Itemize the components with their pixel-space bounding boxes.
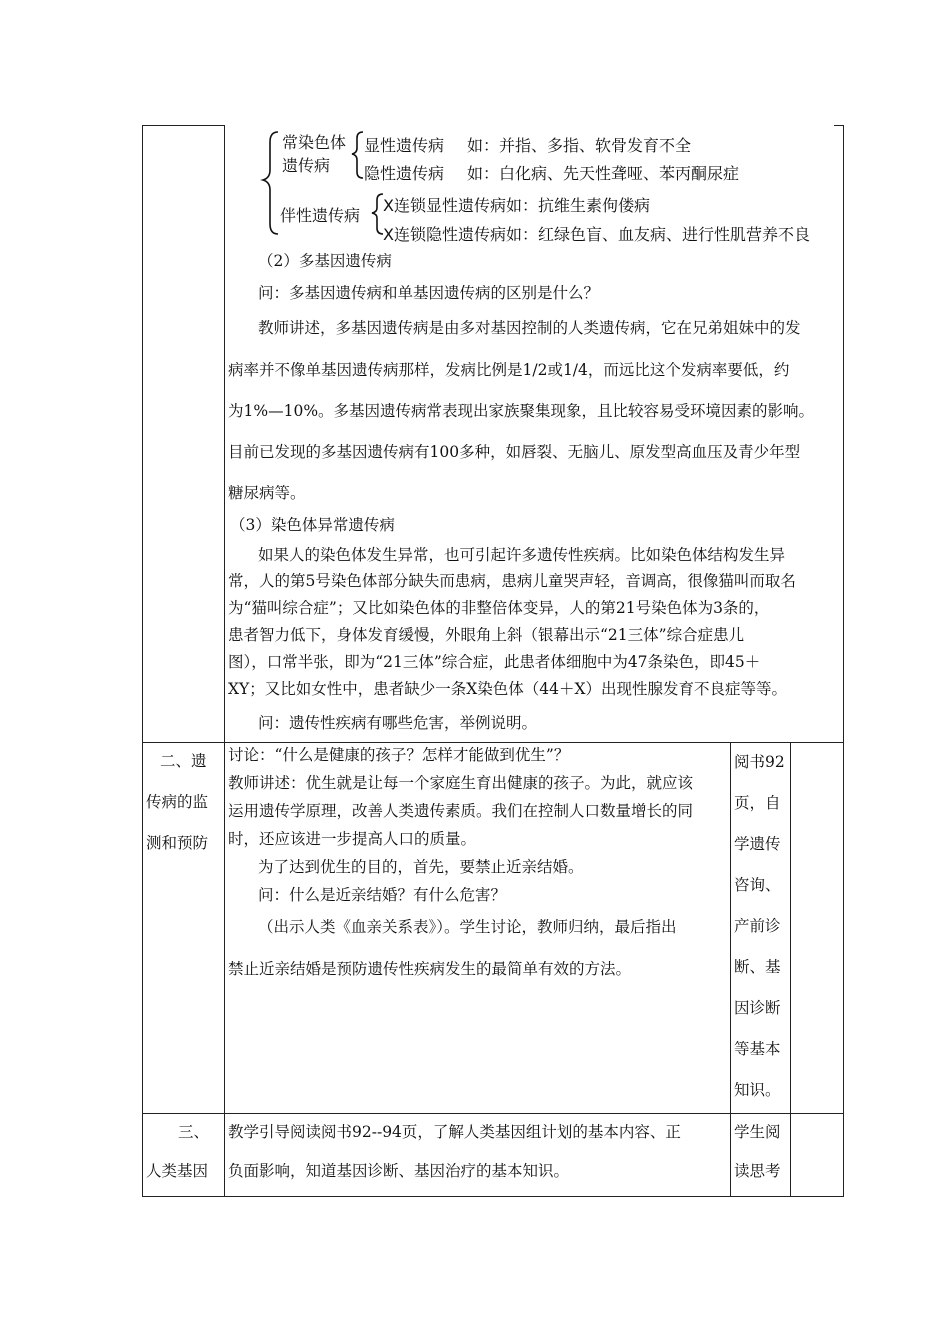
- sex-linked-brace: [372, 194, 383, 234]
- multi-gene-para-line: 糖尿病等。: [228, 484, 306, 502]
- section2-activity-line: 阅书92: [734, 753, 785, 771]
- recessive-examples: 如：白化病、先天性聋哑、苯丙酮尿症: [467, 164, 740, 183]
- column-divider-2: [730, 742, 731, 1197]
- dominant-examples: 如：并指、多指、软骨发育不全: [467, 136, 692, 155]
- table-bottom-border: [142, 1196, 844, 1197]
- harm-question: 问：遗传性疾病有哪些危害，举例说明。: [258, 714, 538, 732]
- outer-brace: [263, 132, 278, 234]
- section2-title-line: 二、遗: [160, 752, 207, 770]
- multi-gene-para-line: 目前已发现的多基因遗传病有100多种，如唇裂、无脑儿、原发型高血压及青少年型: [228, 443, 801, 461]
- section2-content-line: 运用遗传学原理，改善人类遗传素质。我们在控制人口数量增长的同: [228, 802, 694, 820]
- chromosome-para-line: 患者智力低下，身体发育缓慢，外眼角上斜（银幕出示“21三体”综合症患儿: [228, 626, 745, 644]
- multi-gene-para-line: 教师讲述，多基因遗传病是由多对基因控制的人类遗传病，它在兄弟姐妹中的发: [258, 319, 801, 337]
- section2-content-line: （出示人类《血亲关系表》）。学生讨论，教师归纳，最后指出: [258, 918, 677, 936]
- autosomal-brace: [352, 132, 363, 178]
- dominant-label: 显性遗传病: [364, 136, 445, 155]
- chromosome-para-line: XY；又比如女性中，患者缺少一条X染色体（44＋X）出现性腺发育不良症等等。: [228, 680, 788, 698]
- section3-activity-line: 读思考: [734, 1162, 781, 1180]
- section2-activity-line: 等基本: [734, 1040, 781, 1058]
- multi-gene-heading: （2）多基因遗传病: [258, 252, 392, 270]
- chromosome-heading: （3）染色体异常遗传病: [230, 516, 395, 534]
- column-divider-1: [224, 125, 225, 1197]
- section3-title-line: 三、: [178, 1123, 210, 1141]
- section2-activity-line: 学遗传: [734, 835, 781, 853]
- row-divider-1: [142, 742, 844, 743]
- chromosome-para-line: 为“猫叫综合症”；又比如染色体的非整倍体变异，人的第21号染色体为3条的，: [228, 599, 770, 617]
- section2-activity-line: 因诊断: [734, 999, 781, 1017]
- section3-content-line: 教学引导阅读阅书92--94页，了解人类基因组计划的基本内容、正: [228, 1123, 681, 1141]
- recessive-label: 隐性遗传病: [364, 164, 445, 183]
- table-top-border: [142, 125, 224, 126]
- multi-gene-question: 问：多基因遗传病和单基因遗传病的区别是什么？: [258, 284, 600, 302]
- chromosome-para-line: 常，人的第5号染色体部分缺失而患病，患病儿童哭声轻，音调高，很像猫叫而取名: [228, 572, 796, 590]
- section2-content-line: 讨论：“什么是健康的孩子？怎样才能做到优生”？: [228, 746, 570, 764]
- section2-content-line: 为了达到优生的目的，首先，要禁止近亲结婚。: [258, 858, 584, 876]
- chromosome-para-line: 如果人的染色体发生异常，也可引起许多遗传性疾病。比如染色体结构发生异: [258, 546, 786, 564]
- section2-content-line: 问：什么是近亲结婚？有什么危害？: [258, 886, 507, 904]
- autosomal-label-line1: 常染色体: [282, 133, 347, 152]
- section2-title-line: 测和预防: [146, 834, 209, 852]
- section2-activity-line: 断、基: [734, 958, 781, 976]
- section2-activity-line: 产前诊: [734, 917, 781, 935]
- column-divider-3: [790, 742, 791, 1197]
- section2-content-line: 禁止近亲结婚是预防遗传性疾病发生的最简单有效的方法。: [228, 960, 632, 978]
- multi-gene-para-line: 病率并不像单基因遗传病那样，发病比例是1/2或1/4，而远比这个发病率要低，约: [228, 361, 790, 379]
- section2-content-line: 教师讲述：优生就是让每一个家庭生育出健康的孩子。为此，就应该: [228, 774, 694, 792]
- section3-content-line: 负面影响，知道基因诊断、基因治疗的基本知识。: [228, 1162, 570, 1180]
- section2-activity-line: 知识。: [734, 1081, 781, 1099]
- section2-content-line: 时，还应该进一步提高人口的质量。: [228, 830, 477, 848]
- x-dominant-text: X连锁显性遗传病如：抗维生素佝偻病: [383, 196, 650, 215]
- table-top-border-right: [834, 125, 843, 126]
- section2-activity-line: 页，自: [734, 794, 781, 812]
- x-recessive-text: X连锁隐性遗传病如：红绿色盲、血友病、进行性肌营养不良: [383, 225, 810, 244]
- table-right-border: [843, 125, 844, 1197]
- chromosome-para-line: 图），口常半张，即为“21三体”综合症，此患者体细胞中为47条染色，即45＋: [228, 653, 761, 671]
- section2-title-line: 传病的监: [146, 793, 209, 811]
- sex-linked-label: 伴性遗传病: [280, 206, 361, 225]
- section2-activity-line: 咨询、: [734, 876, 781, 894]
- section3-activity-line: 学生阅: [734, 1123, 781, 1141]
- multi-gene-para-line: 为1%—10%。多基因遗传病常表现出家族聚集现象，且比较容易受环境因素的影响。: [228, 402, 815, 420]
- section3-title-line: 人类基因: [146, 1162, 209, 1180]
- table-left-border: [142, 125, 143, 1197]
- row-divider-2: [142, 1113, 844, 1114]
- autosomal-label-line2: 遗传病: [282, 156, 331, 175]
